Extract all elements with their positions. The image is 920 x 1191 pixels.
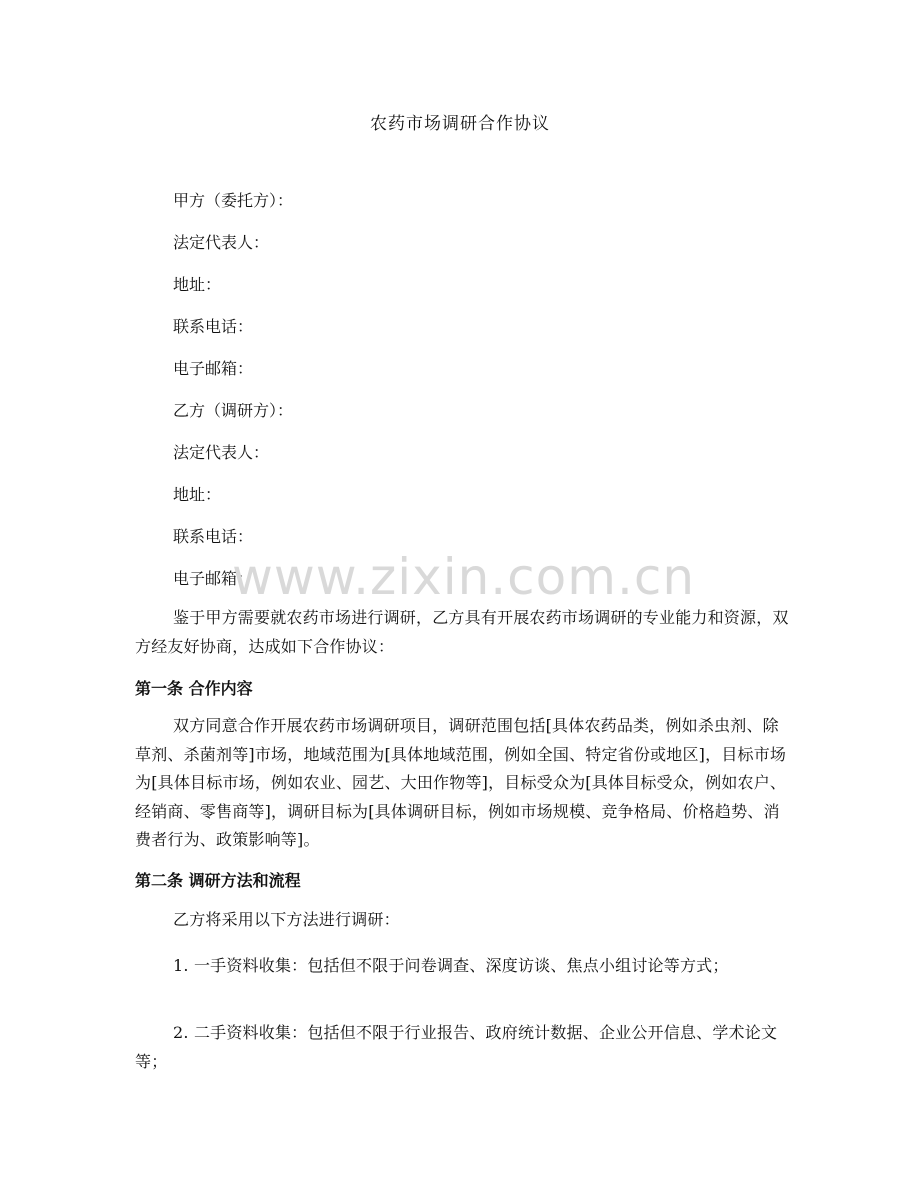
party-b-email: 电子邮箱： xyxy=(173,569,254,588)
party-b-phone: 联系电话： xyxy=(173,527,254,546)
watermark: www.zixin.com.cn xyxy=(232,548,696,606)
party-a-email: 电子邮箱： xyxy=(173,359,254,378)
article-1-heading: 第一条 合作内容 xyxy=(135,679,253,698)
party-a-label: 甲方（委托方）： xyxy=(173,191,294,210)
party-a-legal-rep: 法定代表人： xyxy=(173,233,270,252)
article-2-item-2: 2. 二手资料收集：包括但不限于行业报告、政府统计数据、企业公开信息、学术论文等； xyxy=(135,1023,778,1071)
party-b-legal-rep: 法定代表人： xyxy=(173,443,270,462)
party-b-label: 乙方（调研方）： xyxy=(173,401,294,420)
party-a-phone: 联系电话： xyxy=(173,317,254,336)
document-title: 农药市场调研合作协议 xyxy=(370,114,550,134)
party-a-address: 地址： xyxy=(173,275,222,294)
party-b-address: 地址： xyxy=(173,485,222,504)
article-2-intro: 乙方将采用以下方法进行调研： xyxy=(173,910,400,929)
article-2-item-1: 1. 一手资料收集：包括但不限于问卷调查、深度访谈、焦点小组讨论等方式； xyxy=(173,956,729,975)
article-1-body: 双方同意合作开展农药市场调研项目，调研范围包括[具体农药品类，例如杀虫剂、除草剂、杀菌剂等]市场，地域范围为[具体地域范围，例如全国、特定省份或地区]，目标市场为[具体目标市场，例如农业、园艺、大田作物等]，目标受众为[具体目标受众，例如农户、经销商、零售商等]，调研目标为[具体调研目标，例如市场规模、竞争格局、价格趋势、消费者行为、政策影响等]。 xyxy=(135,716,787,849)
article-2-heading: 第二条 调研方法和流程 xyxy=(135,871,301,890)
preamble-paragraph: 鉴于甲方需要就农药市场进行调研，乙方具有开展农药市场调研的专业能力和资源，双方经友好协商，达成如下合作协议： xyxy=(135,608,789,656)
